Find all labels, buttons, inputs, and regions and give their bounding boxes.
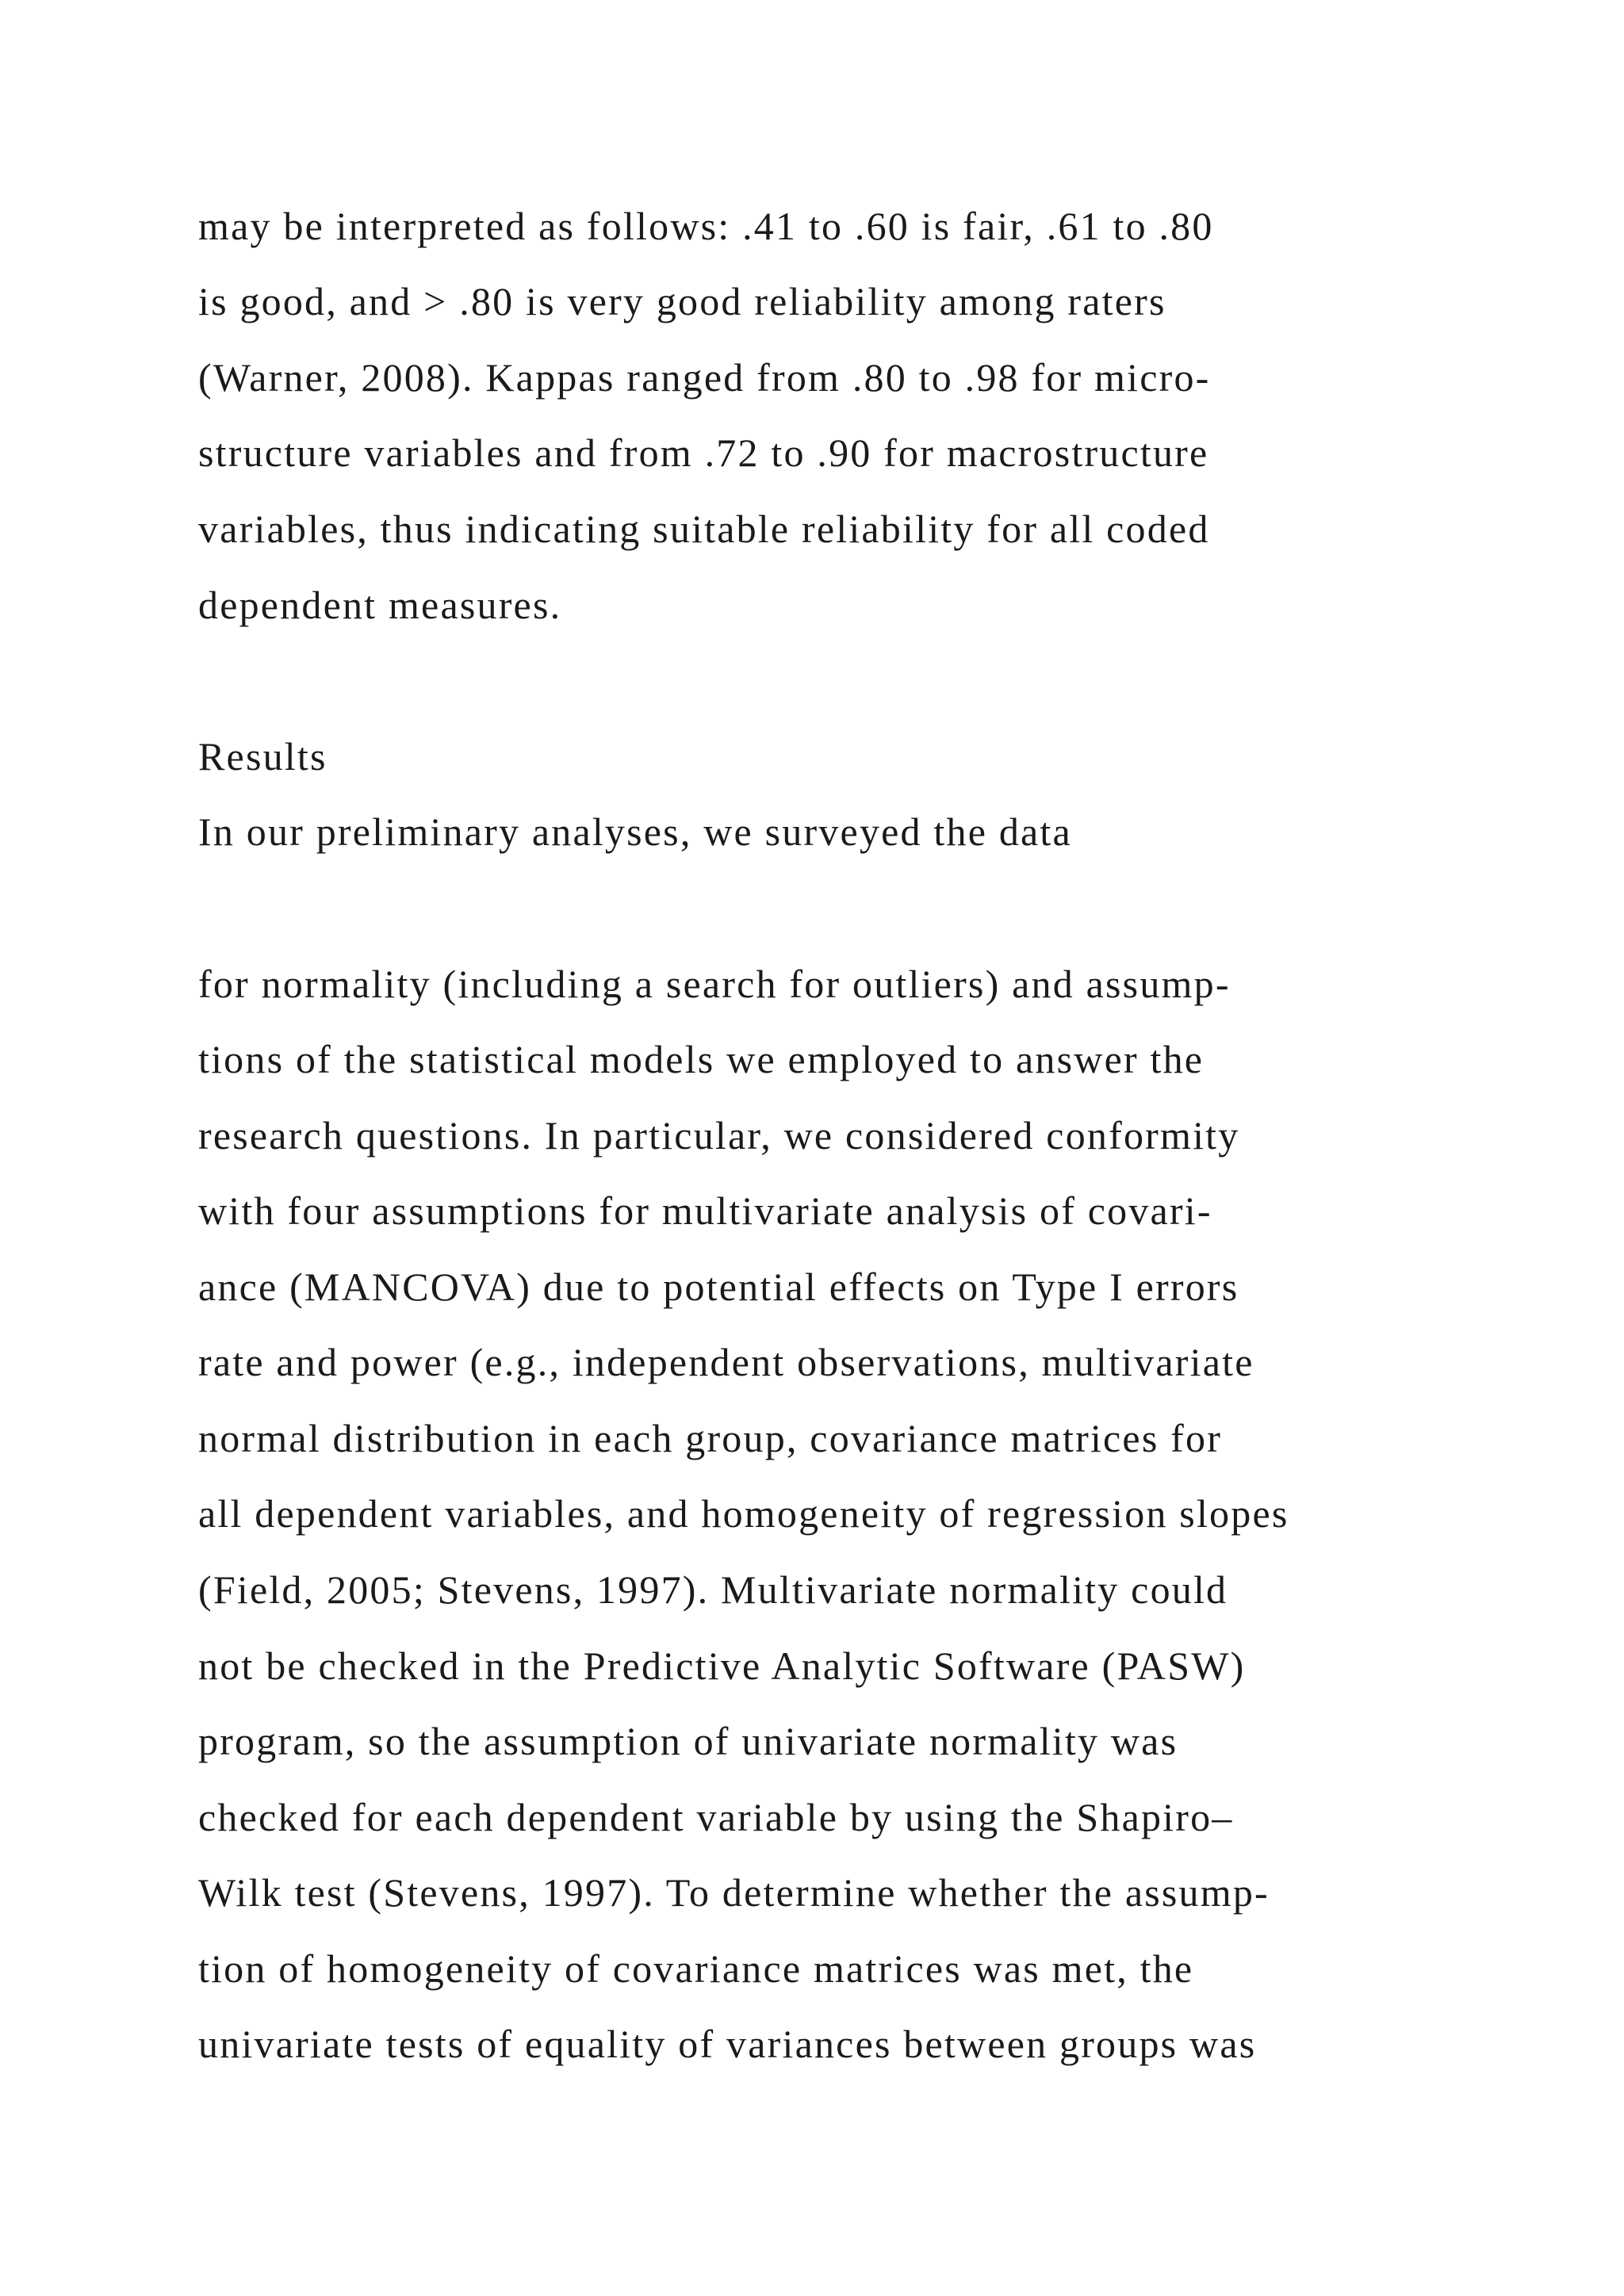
- text-line: program, so the assumption of univariate normality was: [198, 1719, 1178, 1763]
- text-line: not be checked in the Predictive Analytic Software (PASW): [198, 1644, 1246, 1688]
- text-line: (Warner, 2008). Kappas ranged from .80 to .98 for micro-: [198, 355, 1211, 400]
- text-line: variables, thus indicating suitable reliability for all coded: [198, 507, 1210, 551]
- text-line: normal distribution in each group, covariance matrices for: [198, 1416, 1223, 1460]
- text-line: with four assumptions for multivariate analysis of covari-: [198, 1188, 1212, 1233]
- text-line: is good, and > .80 is very good reliability among raters: [198, 279, 1166, 323]
- text-line: checked for each dependent variable by using the Shapiro–: [198, 1795, 1234, 1839]
- text-line: (Field, 2005; Stevens, 1997). Multivariate normality could: [198, 1567, 1228, 1612]
- text-line: tions of the statistical models we employed to answer the: [198, 1037, 1205, 1081]
- text-line: In our preliminary analyses, we surveyed the data: [198, 809, 1072, 854]
- text-line: structure variables and from .72 to .90 for macrostructure: [198, 430, 1209, 475]
- text-line: ance (MANCOVA) due to potential effects on Type I errors: [198, 1265, 1239, 1309]
- text-line: rate and power (e.g., independent observations, multivariate: [198, 1340, 1254, 1384]
- section-heading: Results: [198, 734, 327, 779]
- text-line: for normality (including a search for outliers) and assump-: [198, 962, 1231, 1006]
- text-line: research questions. In particular, we considered conformity: [198, 1113, 1240, 1158]
- text-line: univariate tests of equality of variances between groups was: [198, 2022, 1257, 2066]
- text-line: all dependent variables, and homogeneity of regression slopes: [198, 1491, 1289, 1536]
- text-line: dependent measures.: [198, 583, 562, 627]
- text-line: tion of homogeneity of covariance matrices was met, the: [198, 1946, 1194, 1991]
- text-line: may be interpreted as follows: .41 to .60 is fair, .61 to .80: [198, 204, 1214, 248]
- text-line: Wilk test (Stevens, 1997). To determine whether the assump-: [198, 1870, 1270, 1915]
